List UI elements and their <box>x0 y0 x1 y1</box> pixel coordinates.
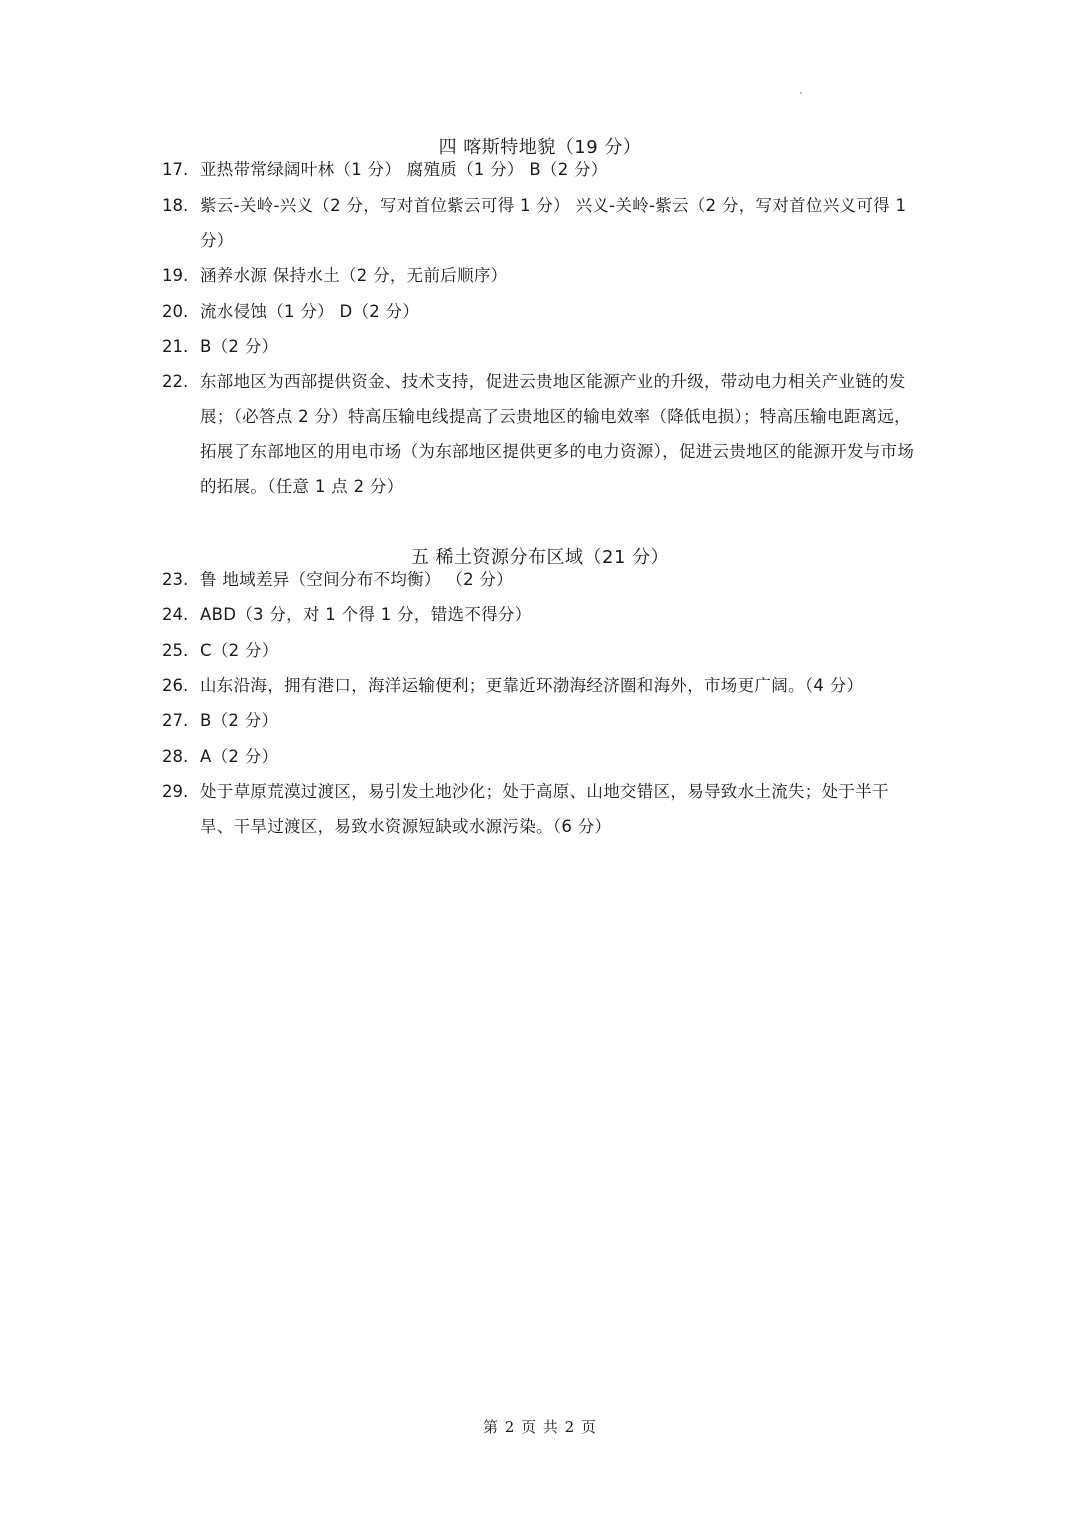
answer-22 <box>162 364 922 504</box>
answer-25 <box>162 633 922 668</box>
answer-number: 23. <box>162 570 189 589</box>
scan-speck <box>800 92 802 94</box>
answer-number: 19. <box>162 266 189 285</box>
answer-19 <box>162 258 922 293</box>
answer-17 <box>162 152 922 187</box>
answer-text: A（2 分） <box>200 747 279 766</box>
answer-23 <box>162 562 922 597</box>
answer-text: 山东沿海，拥有港口，海洋运输便利；更靠近环渤海经济圈和海外，市场更广阔。（4 分） <box>200 676 864 695</box>
answer-20 <box>162 294 922 329</box>
answer-text: ABD（3 分，对 1 个得 1 分，错选不得分） <box>200 605 532 624</box>
answer-28 <box>162 739 922 774</box>
answer-26 <box>162 668 922 703</box>
answer-text: 鲁 地域差异（空间分布不均衡） （2 分） <box>200 570 514 589</box>
answer-text: 紫云-关岭-兴义（2 分，写对首位紫云可得 1 分） 兴义-关岭-紫云（2 分，写对首位兴义可得 1 分） <box>200 196 907 250</box>
answer-number: 21. <box>162 337 189 356</box>
answer-18 <box>162 188 922 258</box>
answer-number: 29. <box>162 782 189 801</box>
answer-number: 27. <box>162 711 189 730</box>
answer-text: C（2 分） <box>200 641 279 660</box>
answer-text: 东部地区为西部提供资金、技术支持，促进云贵地区能源产业的升级，带动电力相关产业链的发展；（必答点 2 分）特高压输电线提高了云贵地区的输电效率（降低电损）；特高压输电距离远，拓展了东部地区的用电市场（为东部地区提供更多的电力资源），促进云贵地区的能源开发与市场的拓展。（任意 1 点 2 分） <box>200 372 915 496</box>
answer-text: 涵养水源 保持水土（2 分，无前后顺序） <box>200 266 508 285</box>
answer-number: 26. <box>162 676 189 695</box>
section-title-5: 五 稀土资源分布区域（21 分） <box>410 547 670 568</box>
answer-number: 17. <box>162 160 189 179</box>
answer-number: 18. <box>162 196 189 215</box>
answer-number: 22. <box>162 372 189 391</box>
answer-21 <box>162 329 922 364</box>
answer-text: 流水侵蚀（1 分） D（2 分） <box>200 302 420 321</box>
answer-text: 亚热带常绿阔叶林（1 分） 腐殖质（1 分） B（2 分） <box>200 160 608 179</box>
answer-number: 28. <box>162 747 189 766</box>
page-footer: 第 2 页 共 2 页 <box>483 1418 597 1436</box>
answer-29 <box>162 774 922 844</box>
answer-24 <box>162 597 922 632</box>
section-title-4: 四 喀斯特地貌（19 分） <box>438 137 642 158</box>
answer-27 <box>162 703 922 738</box>
answer-text: B（2 分） <box>200 711 279 730</box>
answer-number: 20. <box>162 302 189 321</box>
answer-number: 24. <box>162 605 189 624</box>
answer-text: B（2 分） <box>200 337 279 356</box>
answer-number: 25. <box>162 641 189 660</box>
answer-text: 处于草原荒漠过渡区，易引发土地沙化；处于高原、山地交错区，易导致水土流失；处于半干旱、干旱过渡区，易致水资源短缺或水源污染。（6 分） <box>200 782 889 836</box>
